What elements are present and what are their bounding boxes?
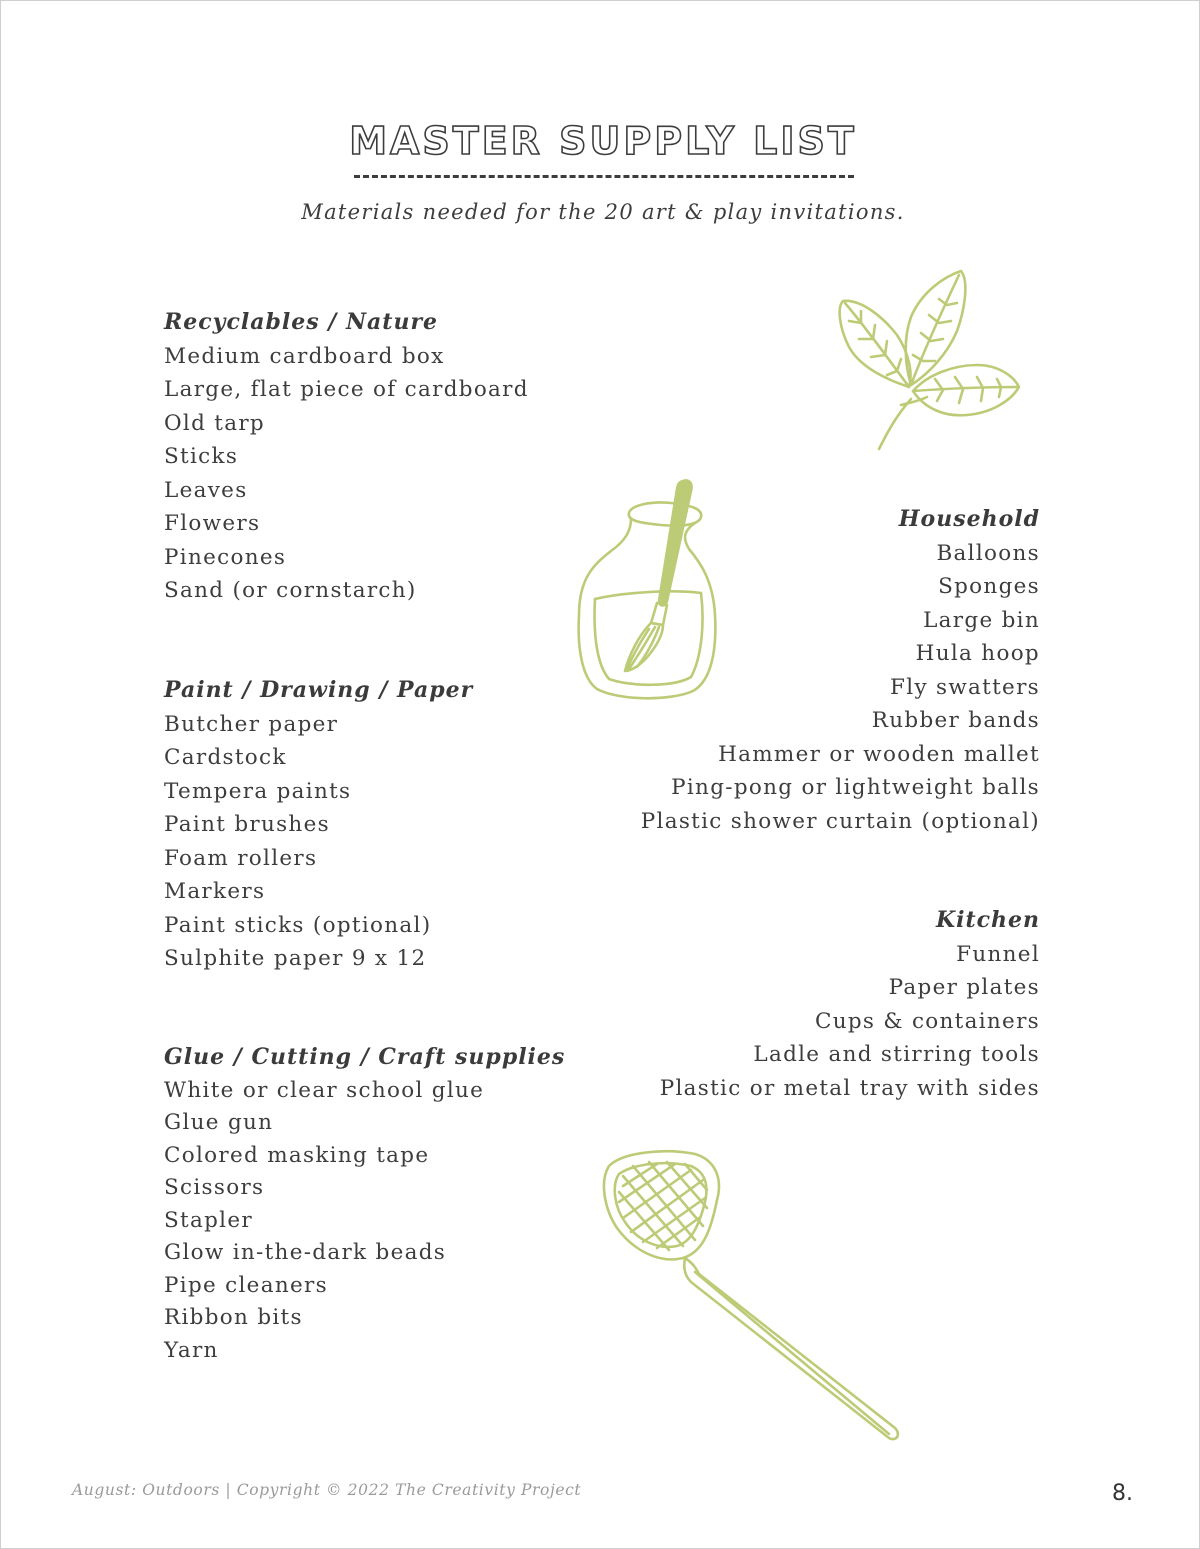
section-paint-drawing-paper (164, 674, 473, 976)
supply-item: Sticks (164, 444, 239, 469)
supply-item: Foam rollers (164, 845, 318, 871)
supply-item: Markers (164, 879, 266, 904)
supply-item: Leaves (164, 477, 248, 503)
section-heading: Household (898, 506, 1040, 532)
supply-item: Paint brushes (164, 812, 330, 837)
supply-item: Butcher paper (164, 711, 339, 737)
supply-item: Sponges (938, 574, 1040, 599)
leaf-sprig-icon (831, 269, 1026, 454)
supply-item: Rubber bands (871, 708, 1040, 733)
section-heading: Recyclables / Nature (164, 309, 439, 335)
supply-item: Fly swatters (890, 674, 1040, 700)
supply-item: Funnel (956, 941, 1040, 967)
supply-item: Cardstock (164, 745, 287, 770)
supply-item: Ladle and stirring tools (753, 1042, 1040, 1067)
page-subtitle: Materials needed for the 20 art & play invitations. (301, 200, 905, 224)
supply-item: Yarn (164, 1337, 219, 1363)
section-heading: Glue / Cutting / Craft supplies (164, 1044, 566, 1070)
supply-item: Balloons (936, 540, 1040, 566)
supply-item: Sand (or cornstarch) (164, 578, 417, 603)
supply-item: Paint sticks (optional) (164, 912, 432, 938)
section-heading: Kitchen (935, 907, 1040, 933)
section-kitchen (660, 904, 1040, 1105)
supply-item: Old tarp (164, 410, 265, 436)
supply-item: Hula hoop (915, 641, 1040, 666)
supply-item: Hammer or wooden mallet (718, 741, 1040, 767)
supply-item: Tempera paints (164, 778, 352, 804)
supply-item: Pinecones (164, 544, 287, 570)
title-dashed-divider (354, 175, 854, 178)
supply-item: Glow in-the-dark beads (164, 1240, 447, 1265)
supply-item: Medium cardboard box (164, 343, 445, 369)
supply-item: Sulphite paper 9 x 12 (164, 946, 427, 971)
supply-item: White or clear school glue (164, 1077, 485, 1103)
supply-item: Cups & containers (814, 1008, 1040, 1034)
fly-swatter-icon (599, 1146, 909, 1446)
supply-item: Ribbon bits (164, 1305, 303, 1330)
paint-jar-brush-icon (571, 475, 721, 720)
section-heading: Paint / Drawing / Paper (164, 677, 474, 703)
supply-item: Glue gun (164, 1110, 274, 1135)
supply-item: Pipe cleaners (164, 1272, 328, 1298)
section-glue-cutting-craft (164, 1041, 565, 1367)
supply-item: Plastic or metal tray with sides (659, 1075, 1040, 1101)
supply-item: Flowers (164, 511, 261, 536)
supply-item: Plastic shower curtain (optional) (640, 808, 1040, 834)
section-recyclables-nature (164, 306, 529, 608)
supply-item: Stapler (164, 1207, 253, 1233)
supply-item: Colored masking tape (164, 1142, 430, 1168)
page-number: 8. (1112, 1481, 1133, 1506)
footer-copyright: August: Outdoors | Copyright © 2022 The Creativity Project (72, 1481, 582, 1499)
supply-item: Scissors (164, 1175, 265, 1200)
supply-item: Large, flat piece of cardboard (164, 377, 529, 402)
supply-item: Ping-pong or lightweight balls (671, 775, 1040, 800)
page-title: MASTER SUPPLY LIST (349, 119, 857, 163)
supply-item: Large bin (923, 607, 1040, 633)
supply-item: Paper plates (888, 975, 1040, 1000)
